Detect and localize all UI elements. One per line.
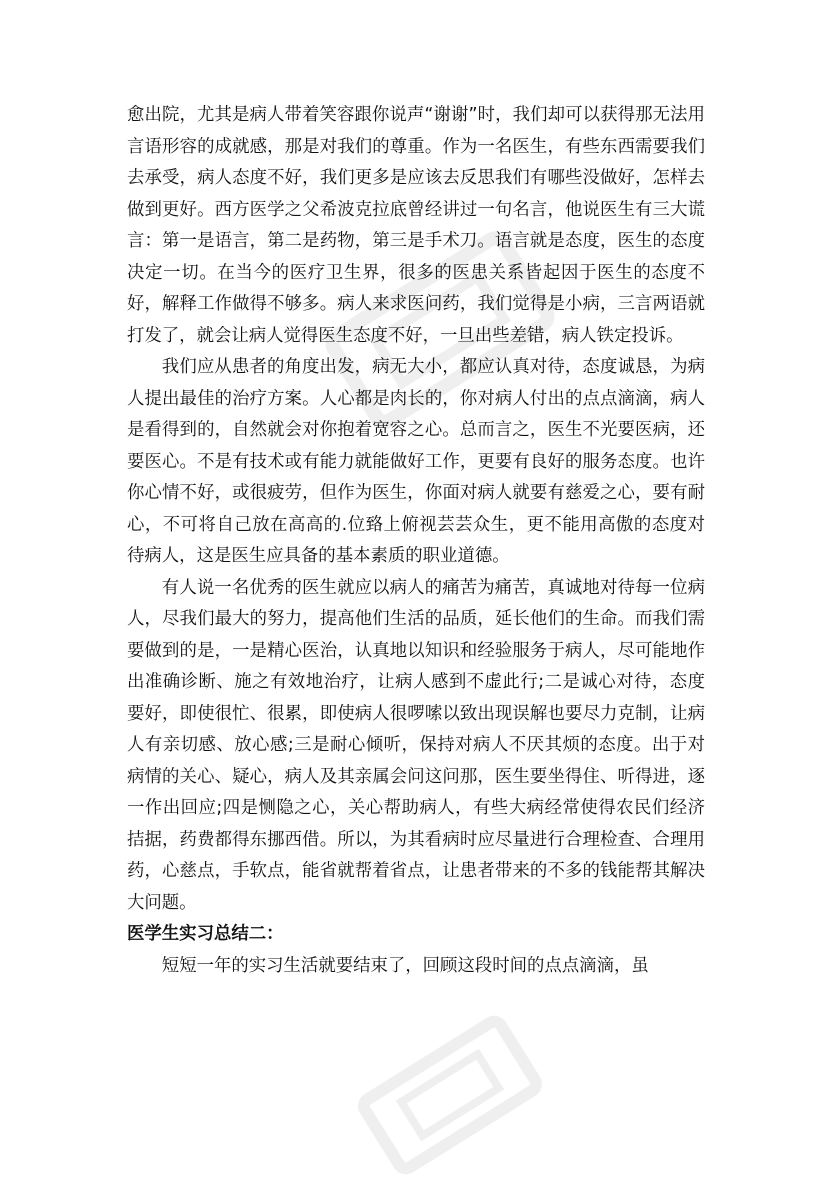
section-heading: 医学生实习总结二： [127,924,284,944]
paragraph-2: 我们应从患者的角度出发，病无大小，都应认真对待，态度诚恳，为病人提出最佳的治疗方案。人心都是肉长的，你对病人付出的点点滴滴，病人是看得到的，自然就会对你抱着宽容之心。总而言之，医生不光要医病，还要医心。不是有技术或有能力就能做好工作，更要有良好的服务态度。也许你心情不好，或很疲劳，但作为医生，你面对病人就要有慈爱之心，要有耐心，不可将自己放在高高的.位臵上俯视芸芸众生，更不能用高傲的态度对待病人，这是医生应具备的基本素质的职业道德。 [127,357,705,566]
paragraph-3: 有人说一名优秀的医生就应以病人的痛苦为痛苦，真诚地对待每一位病人，尽我们最大的努力，提高他们生活的品质，延长他们的生命。而我们需要做到的是，一是精心医治，认真地以知识和经验服务于病人，尽可能地作出准确诊断、施之有效地治疗，让病人感到不虚此行;二是诚心对待，态度要好，即使很忙、很累，即使病人很啰嗦以致出现误解也要尽力克制，让病人有亲切感、放心感;三是耐心倾听，保持对病人不厌其烦的态度。出于对病情的关心、疑心，病人及其亲属会问这问那，医生要坐得住、听得进，逐一作出回应;四是恻隐之心，关心帮助病人，有些大病经常使得农民们经济拮据，药费都得东挪西借。所以，为其看病时应尽量进行合理检查、合理用药，心慈点，手软点，能省就帮着省点，让患者带来的不多的钱能帮其解决大问题。 [127,577,705,913]
paragraph-4: 短短一年的实习生活就要结束了，回顾这段时间的点点滴滴，虽 [161,955,649,976]
document-body [127,100,705,982]
watermark-logo-icon-bottom [345,1001,556,1189]
paragraph-1: 愈出院，尤其是病人带着笑容跟你说声“谢谢”时，我们却可以获得那无法用言语形容的成就感，那是对我们的尊重。作为一名医生，有些东西需要我们去承受，病人态度不好，我们更多是应该去反思我们有哪些没做好，怎样去做到更好。西方医学之父希波克拉底曾经讲过一句名言，他说医生有三大谎言：第一是语言，第二是药物，第三是手术刀。语言就是态度，医生的态度决定一切。在当今的医疗卫生界，很多的医患关系皆起因于医生的态度不好，解释工作做得不够多。病人来求医问药，我们觉得是小病，三言两语就打发了，就会让病人觉得医生态度不好，一旦出些差错，病人铁定投诉。 [127,105,705,346]
